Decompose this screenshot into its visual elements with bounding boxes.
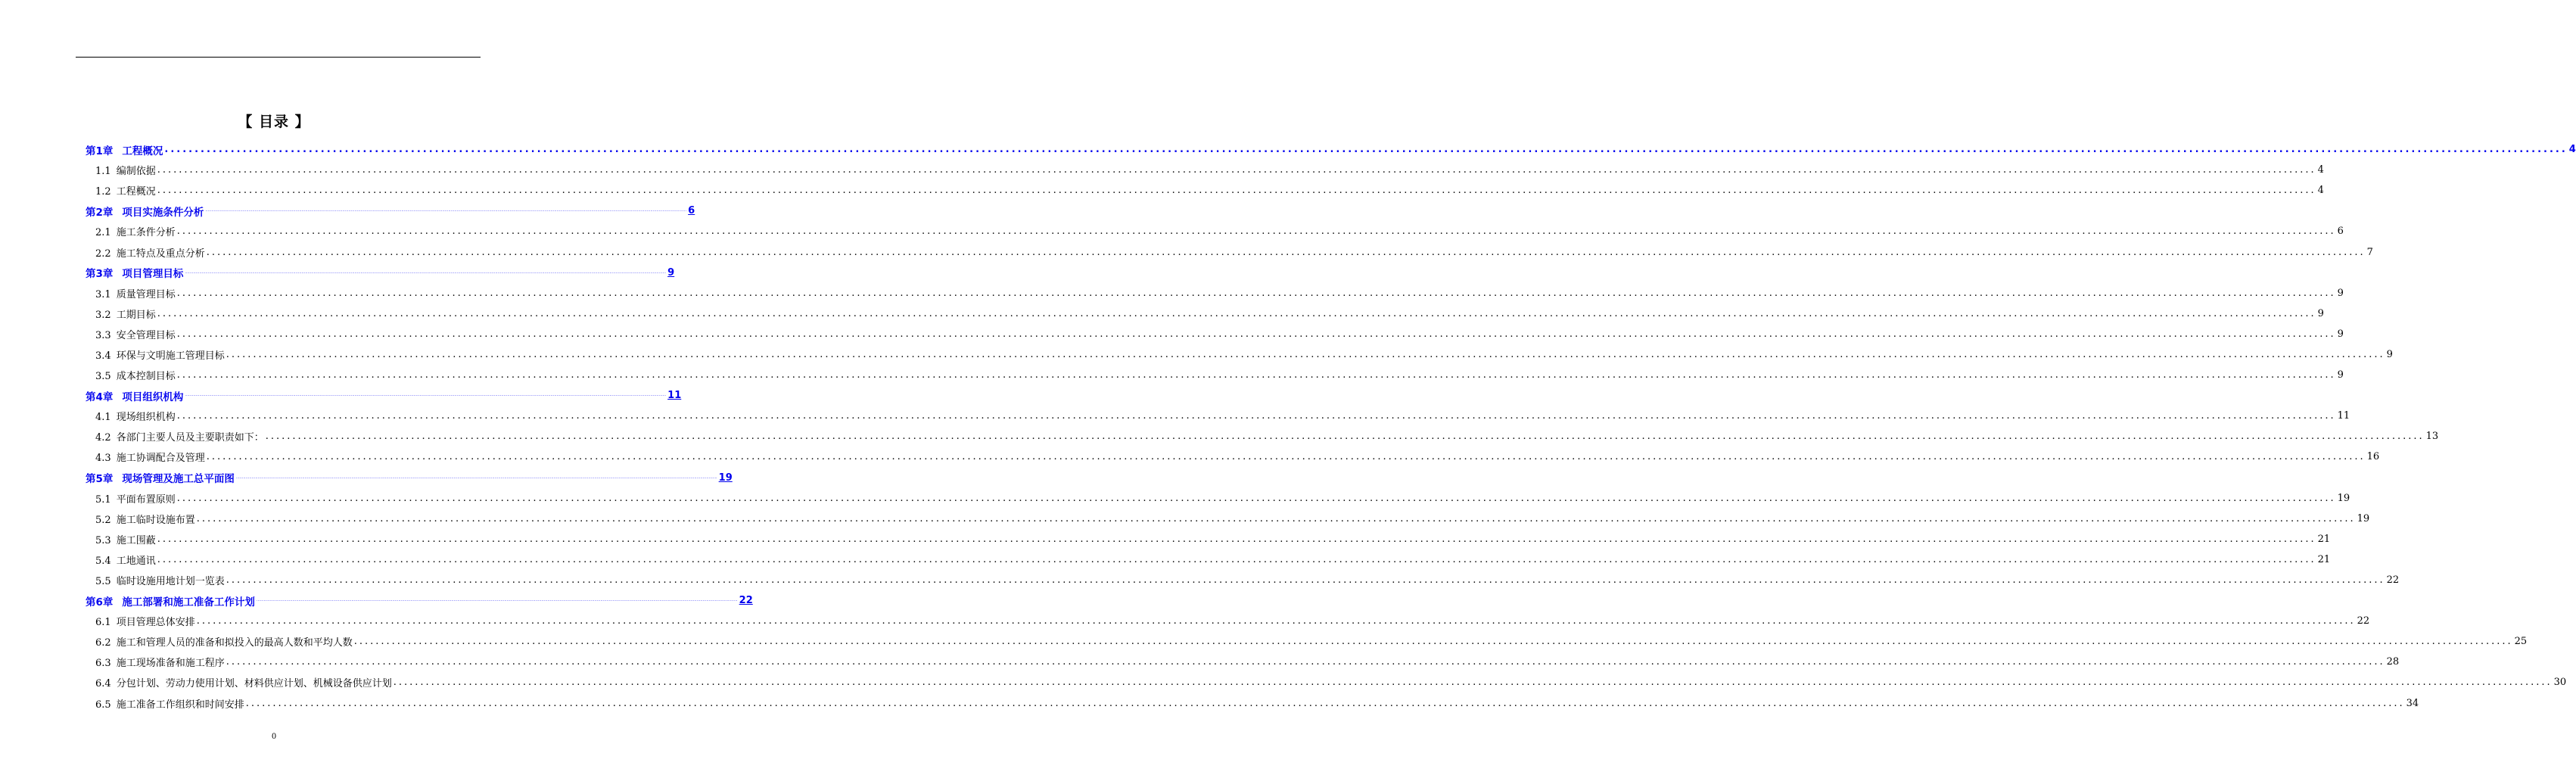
dot-leader: ................................................................................................................................................................................................................................................................................................................................................................................................................ (157, 164, 2316, 176)
toc-entry-page: 25 (2514, 636, 2528, 648)
toc-entry-title: 施工协调配合及管理 (116, 453, 205, 465)
table-of-contents (86, 139, 2576, 714)
toc-entry-label (86, 593, 257, 608)
toc-section-entry[interactable] (86, 549, 2331, 570)
toc-section-entry[interactable] (86, 672, 2567, 693)
toc-entry-label (95, 429, 266, 444)
toc-chapter-entry[interactable] (86, 590, 753, 611)
toc-entry-label (95, 532, 157, 546)
dot-leader: ................................................................................................................................................................................................................................................................................................................................................................................................................ (196, 615, 2356, 627)
toc-entry-title: 施工准备工作组织和时间安排 (116, 699, 244, 711)
dot-leader: ................................................................................................................................................................................................................................................................................................................................................................................................................ (176, 328, 2336, 340)
toc-entry-page: 6 (688, 205, 695, 217)
toc-entry-number: 4.2 (95, 432, 111, 444)
toc-entry-page: 21 (2317, 553, 2331, 565)
toc-entry-title: 施工围蔽 (116, 534, 156, 546)
toc-entry-page: 30 (2553, 677, 2567, 689)
toc-entry-label (95, 163, 157, 177)
dot-leader: ................................................................................................................................................................................................................................................................................................................................................................................................................ (245, 697, 2405, 709)
toc-chapter-entry[interactable] (86, 385, 682, 406)
toc-entry-title: 项目管理目标 (122, 268, 184, 281)
toc-entry-label (86, 470, 236, 485)
toc-entry-label (95, 347, 226, 362)
toc-entry-number: 第2章 (86, 206, 114, 219)
toc-entry-number: 5.2 (95, 514, 111, 526)
toc-entry-page: 19 (718, 472, 733, 484)
toc-entry-label (95, 368, 177, 382)
toc-entry-page: 34 (2406, 697, 2419, 709)
toc-entry-title: 质量管理目标 (116, 288, 176, 300)
toc-section-entry[interactable] (86, 221, 2344, 241)
toc-entry-title: 施工条件分析 (116, 227, 176, 239)
dot-leader: ................................................................................................................................................................................................................................................................................................................................................................................................................ (226, 656, 2385, 668)
toc-section-entry[interactable] (86, 241, 2373, 262)
toc-section-entry[interactable] (86, 344, 2393, 365)
dot-leader: ................................................................................................................................................................................................................................................................................................................................................................................................................ (265, 431, 2425, 443)
toc-section-entry[interactable] (86, 693, 2419, 714)
toc-entry-label (95, 573, 226, 587)
toc-entry-page: 9 (2337, 328, 2344, 340)
dot-leader: ................................................................................................................................................................................................................................................................................................................................................................................................................ (157, 553, 2316, 565)
toc-entry-number: 5.1 (95, 493, 111, 506)
toc-entry-label (95, 286, 177, 300)
dot-leader: ................................................................................................................................................................................................................................................................................................................................................................................................................ (157, 307, 2316, 319)
toc-entry-title: 施工特点及重点分析 (116, 247, 205, 260)
toc-entry-page: 11 (2337, 410, 2350, 422)
toc-entry-page: 9 (2337, 287, 2344, 299)
toc-entry-title: 成本控制目标 (116, 371, 176, 383)
toc-section-entry[interactable] (86, 180, 2324, 201)
dot-leader: ................................................................................................................................................................................................................................................................................................................................................................................................................ (176, 410, 2336, 422)
toc-entry-title: 现场管理及施工总平面图 (122, 473, 235, 486)
toc-entry-number: 1.1 (95, 166, 111, 178)
toc-entry-page: 4 (2568, 144, 2576, 156)
toc-section-entry[interactable] (86, 324, 2344, 344)
toc-chapter-entry[interactable] (86, 468, 733, 488)
toc-entry-title: 环保与文明施工管理目标 (116, 350, 225, 362)
toc-section-entry[interactable] (86, 509, 2370, 529)
toc-entry-page: 9 (2317, 307, 2324, 319)
toc-entry-number: 3.2 (95, 309, 111, 321)
toc-entry-title: 施工和管理人员的准备和拟投入的最高人数和平均人数 (116, 637, 353, 649)
dot-leader: ................................................................................................................................................................................................................................................................................................................................................................................................................ (176, 287, 2336, 299)
toc-entry-label (95, 224, 177, 238)
toc-section-entry[interactable] (86, 406, 2350, 426)
toc-entry-title: 工地通讯 (116, 555, 156, 567)
toc-entry-number: 6.1 (95, 617, 111, 629)
toc-entry-number: 5.4 (95, 555, 111, 567)
toc-entry-page: 11 (667, 390, 682, 402)
toc-entry-page: 13 (2425, 431, 2439, 443)
toc-entry-page: 19 (2357, 512, 2370, 524)
toc-section-entry[interactable] (86, 303, 2324, 324)
dot-leader: ................................................................................................................................................................................................................................................................................................................................................................................................................ (226, 348, 2385, 360)
toc-entry-number: 6.4 (95, 678, 111, 690)
toc-entry-page: 4 (2317, 164, 2324, 176)
toc-entry-title: 安全管理目标 (116, 329, 176, 341)
toc-section-entry[interactable] (86, 365, 2344, 385)
toc-entry-label (95, 491, 177, 506)
toc-entry-label (95, 450, 207, 464)
toc-entry-page: 22 (2386, 574, 2400, 587)
toc-entry-label (95, 327, 177, 341)
toc-section-entry[interactable] (86, 283, 2344, 303)
toc-entry-page: 22 (739, 595, 753, 607)
dot-leader: ................................................................................................................................................................................................................................................................................................................................................................................................................ (205, 208, 687, 213)
toc-entry-label (95, 614, 197, 628)
toc-entry-title: 工期目标 (116, 309, 156, 321)
toc-entry-page: 22 (2357, 615, 2370, 627)
toc-entry-number: 4.1 (95, 412, 111, 424)
toc-entry-label (95, 512, 197, 526)
toc-entry-number: 2.1 (95, 227, 111, 239)
toc-entry-title: 各部门主要人员及主要职责如下： (116, 432, 264, 444)
toc-entry-title: 分包计划、劳动力使用计划、材料供应计划、机械设备供应计划 (116, 678, 392, 690)
toc-entry-title: 编制依据 (116, 166, 156, 178)
dot-leader: ................................................................................................................................................................................................................................................................................................................................................................................................................ (157, 185, 2316, 197)
toc-entry-number: 3.3 (95, 329, 111, 341)
toc-entry-label (95, 552, 157, 567)
toc-entry-number: 2.2 (95, 247, 111, 260)
toc-entry-number: 第1章 (86, 145, 114, 157)
dot-leader: ................................................................................................................................................................................................................................................................................................................................................................................................................ (185, 269, 667, 275)
dot-leader: ................................................................................................................................................................................................................................................................................................................................................................................................................ (226, 574, 2385, 587)
toc-entry-label (95, 307, 157, 321)
toc-entry-number: 第6章 (86, 596, 114, 608)
toc-entry-number: 第4章 (86, 391, 114, 403)
toc-entry-label (95, 696, 246, 711)
toc-section-entry[interactable] (86, 426, 2439, 447)
dot-leader: ................................................................................................................................................................................................................................................................................................................................................................................................................ (196, 512, 2356, 524)
dot-leader: ................................................................................................................................................................................................................................................................................................................................................................................................................ (185, 393, 667, 398)
toc-section-entry[interactable] (86, 570, 2400, 590)
toc-entry-label (95, 655, 226, 669)
toc-entry-page: 16 (2366, 451, 2380, 463)
toc-entry-title: 施工现场准备和施工程序 (116, 658, 225, 670)
toc-entry-page: 9 (667, 266, 675, 279)
toc-entry-number: 第5章 (86, 473, 114, 486)
toc-entry-title: 施工部署和施工准备工作计划 (122, 596, 255, 608)
toc-entry-title: 施工临时设施布置 (116, 514, 195, 526)
toc-entry-number: 6.5 (95, 699, 111, 711)
toc-entry-title: 项目实施条件分析 (122, 206, 204, 219)
toc-section-entry[interactable] (86, 529, 2331, 549)
dot-leader: ................................................................................................................................................................................................................................................................................................................................................................................................................ (206, 451, 2366, 463)
toc-entry-label (86, 142, 164, 157)
toc-entry-number: 第3章 (86, 268, 114, 281)
toc-entry-title: 工程概况 (122, 145, 163, 157)
toc-entry-title: 临时设施用地计划一览表 (116, 576, 225, 588)
dot-leader: ................................................................................................................................................................................................................................................................................................................................................................................................................ (353, 636, 2513, 648)
dot-leader: ................................................................................................................................................................................................................................................................................................................................................................................................................ (256, 598, 738, 603)
toc-entry-label (95, 675, 394, 689)
dot-leader: ................................................................................................................................................................................................................................................................................................................................................................................................................ (176, 369, 2336, 381)
toc-entry-number: 4.3 (95, 453, 111, 465)
dot-leader: ................................................................................................................................................................................................................................................................................................................................................................................................................ (176, 226, 2336, 238)
toc-section-entry[interactable] (86, 160, 2324, 180)
toc-section-entry[interactable] (86, 447, 2380, 467)
toc-chapter-entry[interactable] (86, 139, 2576, 160)
toc-entry-number: 3.5 (95, 371, 111, 383)
dot-leader: ................................................................................................................................................................................................................................................................................................................................................................................................................ (235, 475, 717, 480)
toc-entry-number: 1.2 (95, 186, 111, 198)
toc-entry-page: 9 (2386, 348, 2393, 360)
toc-entry-title: 平面布置原则 (116, 493, 176, 506)
toc-entry-number: 5.3 (95, 534, 111, 546)
toc-entry-label (95, 183, 157, 198)
toc-entry-label (95, 245, 207, 260)
toc-entry-label (95, 409, 177, 423)
toc-chapter-entry[interactable] (86, 263, 675, 283)
toc-entry-label (95, 634, 354, 649)
toc-entry-number: 5.5 (95, 576, 111, 588)
toc-entry-number: 3.1 (95, 288, 111, 300)
toc-entry-number: 6.3 (95, 658, 111, 670)
toc-entry-label (86, 388, 185, 403)
toc-entry-page: 21 (2317, 533, 2331, 545)
dot-leader: ................................................................................................................................................................................................................................................................................................................................................................................................................ (157, 533, 2316, 545)
toc-entry-page: 6 (2337, 226, 2344, 238)
toc-entry-label (86, 204, 205, 219)
toc-section-entry[interactable] (86, 488, 2350, 509)
toc-entry-title: 项目组织机构 (122, 391, 184, 403)
toc-chapter-entry[interactable] (86, 201, 695, 221)
toc-entry-title: 项目管理总体安排 (116, 617, 195, 629)
toc-entry-page: 7 (2366, 246, 2373, 258)
toc-entry-page: 9 (2337, 369, 2344, 381)
dot-leader: ................................................................................................................................................................................................................................................................................................................................................................................................................ (176, 492, 2336, 504)
dot-leader: ................................................................................................................................................................................................................................................................................................................................................................................................................ (206, 246, 2366, 258)
toc-entry-number: 6.2 (95, 637, 111, 649)
header-rule (76, 57, 481, 58)
toc-entry-number: 3.4 (95, 350, 111, 362)
page-title: 【 目录 】 (238, 114, 310, 130)
toc-section-entry[interactable] (86, 652, 2400, 672)
toc-section-entry[interactable] (86, 611, 2370, 631)
toc-entry-title: 工程概况 (116, 186, 156, 198)
toc-section-entry[interactable] (86, 631, 2528, 652)
page-number: 0 (271, 733, 277, 741)
dot-leader: ................................................................................................................................................................................................................................................................................................................................................................................................................ (164, 144, 2568, 156)
toc-entry-title: 现场组织机构 (116, 412, 176, 424)
toc-entry-label (86, 265, 185, 280)
toc-entry-page: 19 (2337, 492, 2350, 504)
dot-leader: ................................................................................................................................................................................................................................................................................................................................................................................................................ (393, 677, 2553, 689)
toc-entry-page: 4 (2317, 185, 2324, 197)
toc-entry-page: 28 (2386, 656, 2400, 668)
